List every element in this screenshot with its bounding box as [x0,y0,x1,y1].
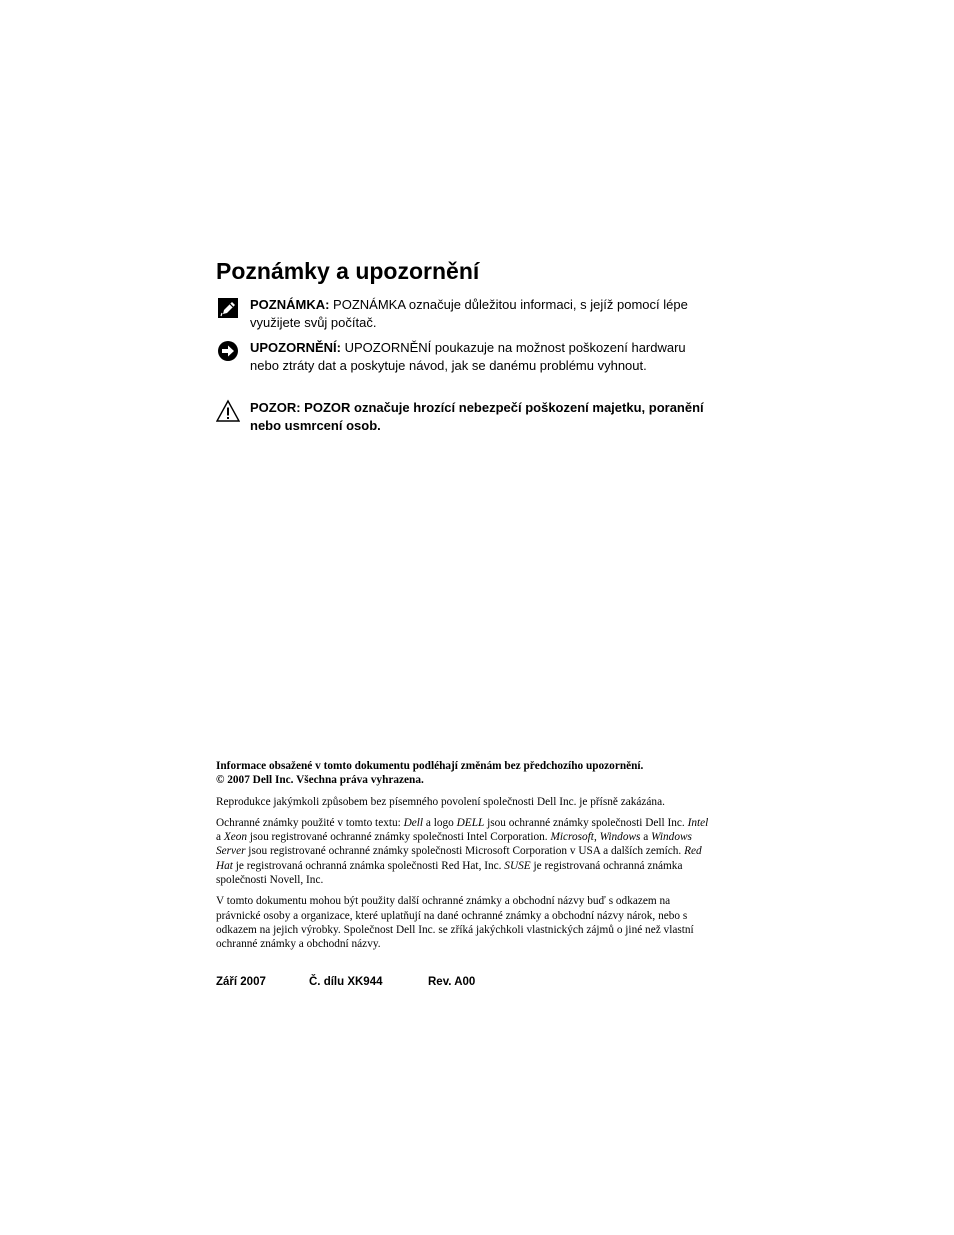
legal-notice [216,759,716,959]
footer-part-number: Č. dílu XK944 [309,976,383,988]
tm-intel: Intel [687,816,709,829]
notice-body: UPOZORNĚNÍ poukazuje na možnost poškození hardwaru nebo ztráty dat a poskytuje návod, jak se danému problému vyhnout. [250,340,686,373]
tm-dell: Dell [403,816,424,829]
tm-text: je registrovaná ochranná známka společnosti Red Hat, Inc. [232,859,505,872]
footer-date: Září 2007 [216,976,266,988]
tm-microsoft: Microsoft [550,831,594,844]
trademarks-paragraph [216,816,716,887]
warning-triangle-icon [216,399,240,423]
tm-suse: SUSE [504,859,531,872]
tm-dell-logo: DELL [456,816,485,829]
note-block [216,296,716,331]
notice-label: UPOZORNĚNÍ: [250,340,341,355]
caution-text [250,399,716,434]
tm-windows: Windows [599,831,641,844]
note-body: POZNÁMKA označuje důležitou informaci, s jejíž pomocí lépe využijete svůj počítač. [250,297,688,330]
tm-red-hat: Red Hat [216,845,702,872]
caution-body: POZOR označuje hrozící nebezpečí poškození majetku, poranění nebo usmrcení osob. [250,400,704,433]
other-marks-paragraph: V tomto dokumentu mohou být použity další ochranné známky a obchodní názvy buď s odkazem na právnické osoby a organizace, které uplatňují na dané ochranné známky a obchodní názvy nárok, nebo s odkazem na jejich výrobky. Společnost Dell Inc. se zříká jakýchkoli vlastnických zájmů o jiné než vlastní ochranné známky a obchodní názvy. [216,895,694,951]
tm-text: je registrovaná ochranná známka společnosti Novell, Inc. [216,859,683,887]
legal-header [216,759,716,788]
notice-block [216,339,716,374]
info-line: Informace obsažené v tomto dokumentu podléhají změnám bez předchozího upozornění. [216,760,644,772]
caution-label: POZOR: [250,400,301,415]
caution-block [216,399,716,434]
note-label: POZNÁMKA: [250,297,330,312]
reproduction-paragraph: Reprodukce jakýmkoli způsobem bez písemného povolení společnosti Dell Inc. je přísně zakázána. [216,795,665,808]
tm-text: a [216,831,224,844]
page-title: Poznámky a upozornění [216,258,480,284]
tm-text: a logo [423,816,457,829]
pencil-note-icon [216,296,240,320]
tm-text: jsou registrované ochranné známky společnosti Microsoft Corporation v USA a dalších zemích. [245,845,685,858]
tm-xeon: Xeon [223,831,248,844]
tm-windows-server: Windows Server [216,831,692,858]
footer-revision: Rev. A00 [428,976,476,988]
tm-text: jsou ochranné známky společnosti Dell Inc. [484,816,688,829]
notice-text [250,339,716,374]
copyright-line: © 2007 Dell Inc. Všechna práva vyhrazena. [216,774,424,787]
tm-text: Ochranné známky použité v tomto textu: [216,816,404,829]
circle-arrow-notice-icon [216,339,240,363]
tm-text: a [640,831,652,844]
note-text [250,296,716,331]
tm-text: jsou registrované ochranné známky společnosti Intel Corporation. [247,831,551,844]
tm-text: , [593,831,600,844]
